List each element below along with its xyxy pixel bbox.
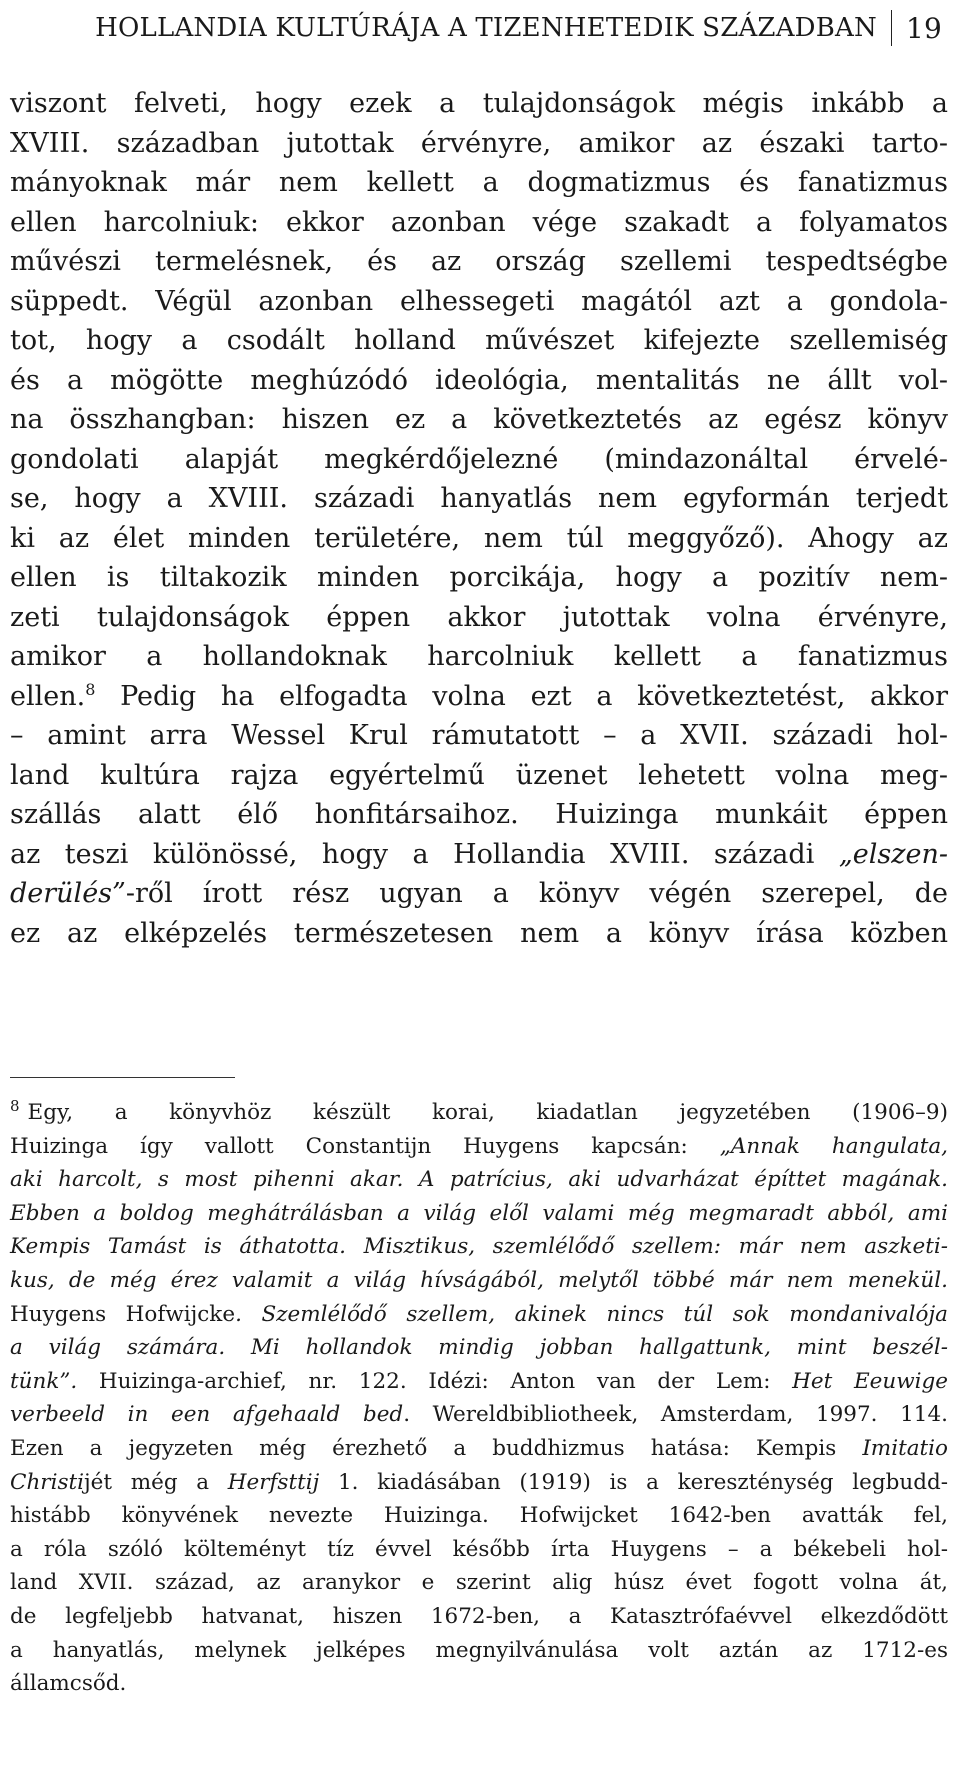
text-run: tot, hogy a csodált holland művészet kifejezte szellemiség: [10, 325, 948, 356]
text-run: Huygens: [10, 1301, 126, 1327]
italic-text: „elszen-: [838, 838, 948, 870]
italic-text: Imitatio: [862, 1435, 948, 1461]
text-run: a róla szóló költeményt tíz évvel később írta Huygens – a békebeli hol-: [10, 1536, 948, 1562]
text-line: [10, 716, 948, 756]
text-run: Hofwijcke: [125, 1301, 236, 1327]
footnote-line: [10, 1197, 948, 1231]
text-run: se, hogy a XVIII. századi hanyatlás nem egyformán terjedt: [10, 483, 948, 514]
text-line: [10, 479, 948, 519]
text-run: művészi termelésnek, és az ország szellemi tespedtségbe: [10, 246, 948, 277]
running-title: HOLLANDIA KULTÚRÁJA A TIZENHETEDIK SZÁZADBAN: [95, 13, 877, 43]
footnote-line: [10, 1163, 948, 1197]
text-line: [10, 242, 948, 282]
text-run: 1. kiadásában (1919) is a kereszténység legbudd-: [319, 1469, 948, 1495]
text-run: land kultúra rajza egyértelmű üzenet lehetett volna meg-: [10, 759, 948, 791]
text-run: Ezen a jegyzeten még érezhető a buddhizmus hatása: Kempis: [10, 1435, 863, 1461]
footnote-line: [10, 1533, 948, 1567]
text-run: ellen.: [10, 680, 86, 712]
text-run: jét még a: [84, 1469, 228, 1495]
text-run: és a mögötte meghúzódó ideológia, mentalitás ne állt vol-: [10, 364, 948, 396]
italic-text: . Szemlélődő szellem, akinek nincs túl sok mondanivalója: [235, 1301, 948, 1327]
text-line: [10, 282, 948, 322]
text-run: ki az élet minden területére, nem túl meggyőző). Ahogy az: [10, 522, 948, 554]
footnote-line: [10, 1634, 948, 1668]
text-run: ellen is tiltakozik minden porcikája, hogy a pozitív nem-: [10, 562, 948, 593]
text-run: Huizinga így vallott Constantijn Huygens kapcsán:: [10, 1133, 720, 1159]
italic-text: Christi: [10, 1469, 85, 1495]
text-run: -ről írott rész ugyan a könyv végén szerepel, de: [125, 878, 948, 909]
italic-text: Kempis Tamást is áthatotta. Misztikus, szemlélődő szellem: már nem aszketi-: [10, 1234, 948, 1260]
text-line: [10, 637, 948, 677]
footnote-line: [10, 1600, 948, 1634]
text-run: . Wereldbibliotheek, Amsterdam, 1997. 114.: [403, 1402, 948, 1428]
text-run: süppedt. Végül azonban elhessegeti magától azt a gondola-: [10, 285, 948, 317]
text-run: histább könyvének nevezte Huizinga. Hofwijcket 1642-ben avatták fel,: [10, 1503, 948, 1529]
text-line: [10, 519, 948, 559]
footnote-line: [10, 1331, 948, 1365]
footnote-line: [10, 1096, 948, 1130]
text-line: [10, 598, 948, 638]
footnote-line: [10, 1298, 948, 1332]
text-run: államcsőd.: [10, 1671, 127, 1697]
text-run: Egy, a könyvhöz készült korai, kiadatlan jegyzetében (1906–9): [27, 1100, 948, 1125]
text-run: szállás alatt élő honfitársaihoz. Huizinga munkáit éppen: [10, 799, 948, 830]
text-run: ellen harcolniuk: ekkor azonban vége szakadt a folyamatos: [10, 206, 948, 238]
italic-text: derülés”: [10, 878, 126, 909]
page-number: 19: [905, 11, 942, 45]
text-run: Huizinga-archief, nr. 122. Idézi: Anton van der Lem:: [77, 1368, 793, 1394]
text-run: az teszi különössé, hogy a Hollandia XVIII. századi: [10, 838, 839, 870]
text-run: land XVII. század, az aranykor e szerint alig húsz évet fogott volna át,: [10, 1570, 948, 1596]
text-run: a hanyatlás, melynek jelképes megnyilvánulása volt aztán az 1712-es: [10, 1637, 948, 1663]
footnote-line: [10, 1466, 948, 1500]
footnote-line: [10, 1230, 948, 1264]
header-divider: [891, 10, 892, 46]
running-header: [10, 4, 942, 52]
text-run: de legfeljebb hatvanat, hiszen 1672-ben, a Katasztrófaévvel elkezdődött: [10, 1603, 948, 1629]
text-line: [10, 440, 948, 480]
text-run: viszont felveti, hogy ezek a tulajdonságok mégis inkább a: [10, 88, 948, 119]
text-line: [10, 756, 948, 796]
text-run: mányoknak már nem kellett a dogmatizmus és fanatizmus: [10, 167, 948, 198]
footnote-line: [10, 1432, 948, 1466]
text-line: [10, 163, 948, 203]
italic-text: Herfsttij: [227, 1469, 320, 1495]
text-line: [10, 558, 948, 598]
italic-text: tünk”.: [10, 1368, 78, 1394]
text-run: ez az elképzelés természetesen nem a könyv írása közben: [10, 917, 948, 949]
italic-text: aki harcolt, s most pihenni akar. A patrícius, aki udvarházat építtet magának.: [10, 1167, 948, 1193]
text-line: [10, 400, 948, 440]
text-run: zeti tulajdonságok éppen akkor jutottak volna érvényre,: [10, 601, 948, 633]
footnote: [10, 1096, 948, 1701]
text-line: [10, 84, 948, 124]
footnote-line: [10, 1566, 948, 1600]
footnote-line: [10, 1130, 948, 1164]
italic-text: verbeeld in een afgehaald bed: [10, 1402, 404, 1428]
footnote-line: [10, 1667, 948, 1701]
text-line: [10, 361, 948, 401]
italic-text: Ebben a boldog meghátrálásban a világ elől valami még megmaradt abból, ami: [10, 1200, 948, 1226]
italic-text: a világ számára. Mi hollandok mindig jobban hallgattunk, mint beszél-: [10, 1335, 948, 1361]
text-line: [10, 874, 948, 914]
footnote-line: [10, 1398, 948, 1432]
italic-text: kus, de még érez valamit a világ hívságából, melytől többé már nem menekül.: [10, 1267, 948, 1293]
text-run: na összhangban: hiszen ez a következtetés az egész könyv: [10, 404, 948, 435]
footnote-line: [10, 1365, 948, 1399]
text-run: – amint arra Wessel Krul rámutatott – a XVII. századi hol-: [10, 720, 948, 751]
italic-text: „Annak hangulata,: [719, 1133, 948, 1159]
text-run: amikor a hollandoknak harcolniuk kellett a fanatizmus: [10, 641, 948, 672]
text-run: Pedig ha elfogadta volna ezt a következtetést, akkor: [95, 680, 948, 712]
text-line: [10, 321, 948, 361]
footnote-reference: 8: [85, 679, 96, 699]
text-run: gondolati alapját megkérdőjelezné (mindazonáltal érvelé-: [10, 443, 948, 475]
text-line: [10, 835, 948, 875]
main-text: [10, 84, 948, 953]
footnote-marker: 8: [10, 1096, 20, 1115]
italic-text: Het Eeuwige: [792, 1368, 948, 1394]
text-line: [10, 914, 948, 954]
footnote-line: [10, 1264, 948, 1298]
text-run: XVIII. században jutottak érvényre, amikor az északi tarto-: [10, 127, 948, 159]
text-line: [10, 124, 948, 164]
footnote-line: [10, 1499, 948, 1533]
footnote-separator: [10, 1077, 235, 1078]
text-line: [10, 203, 948, 243]
text-line: [10, 795, 948, 835]
text-line: [10, 677, 948, 717]
